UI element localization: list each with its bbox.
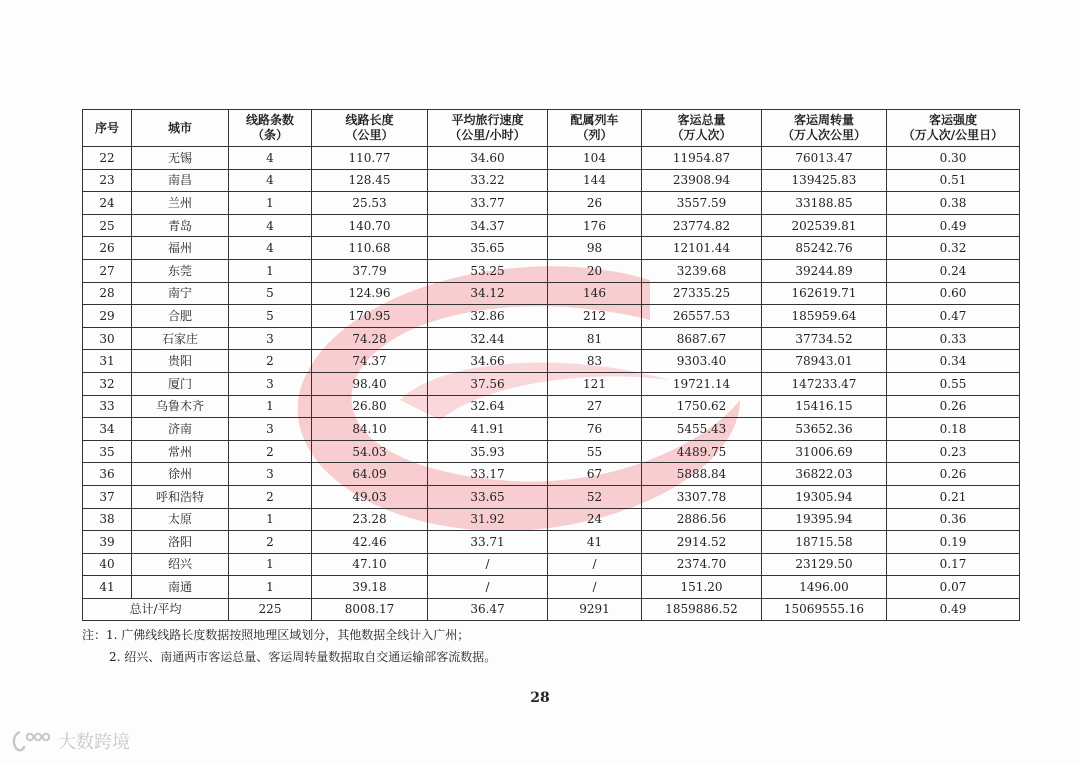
total-cell: 8008.17 bbox=[312, 598, 428, 620]
table-row bbox=[83, 237, 1020, 260]
table-cell: 洛阳 bbox=[132, 531, 229, 554]
column-header-unit: （万人次/公里日） bbox=[902, 128, 1004, 142]
table-cell: 5 bbox=[229, 282, 312, 305]
table-cell: 南宁 bbox=[132, 282, 229, 305]
table-cell: 64.09 bbox=[312, 463, 428, 486]
column-header-unit: （公里/小时） bbox=[449, 128, 526, 142]
table-cell: 39.18 bbox=[312, 576, 428, 599]
table-cell: 54.03 bbox=[312, 440, 428, 463]
column-header bbox=[132, 110, 229, 147]
table-cell: 34 bbox=[83, 418, 132, 441]
table-cell: 144 bbox=[548, 169, 642, 192]
table-cell: 35 bbox=[83, 440, 132, 463]
table-cell: 40 bbox=[83, 553, 132, 576]
table-cell: 41 bbox=[83, 576, 132, 599]
table-cell: 绍兴 bbox=[132, 553, 229, 576]
table-cell: 18715.58 bbox=[762, 531, 887, 554]
column-header bbox=[762, 110, 887, 147]
table-row bbox=[83, 395, 1020, 418]
table-cell: 3239.68 bbox=[642, 259, 762, 282]
table-cell: 0.36 bbox=[887, 508, 1020, 531]
table-row bbox=[83, 192, 1020, 215]
table-cell: 常州 bbox=[132, 440, 229, 463]
table-cell: 185959.64 bbox=[762, 305, 887, 328]
table-cell: 37.79 bbox=[312, 259, 428, 282]
table-row bbox=[83, 259, 1020, 282]
total-label: 总计/平均 bbox=[83, 598, 229, 620]
table-cell: 南通 bbox=[132, 576, 229, 599]
table-cell: 33.22 bbox=[428, 169, 548, 192]
table-row bbox=[83, 147, 1020, 170]
table-cell: 33188.85 bbox=[762, 192, 887, 215]
table-cell: 22 bbox=[83, 147, 132, 170]
table-cell: 福州 bbox=[132, 237, 229, 260]
total-cell: 225 bbox=[229, 598, 312, 620]
column-header bbox=[887, 110, 1020, 147]
table-row bbox=[83, 372, 1020, 395]
table-cell: 53.25 bbox=[428, 259, 548, 282]
table-cell: 0.60 bbox=[887, 282, 1020, 305]
table-cell: 37734.52 bbox=[762, 327, 887, 350]
table-cell: 12101.44 bbox=[642, 237, 762, 260]
table-cell: 15416.15 bbox=[762, 395, 887, 418]
table-cell: 2 bbox=[229, 485, 312, 508]
table-cell: 147233.47 bbox=[762, 372, 887, 395]
table-cell: 25.53 bbox=[312, 192, 428, 215]
page-number: 28 bbox=[530, 690, 550, 706]
table-cell: 151.20 bbox=[642, 576, 762, 599]
table-cell: 110.77 bbox=[312, 147, 428, 170]
table-cell: 1 bbox=[229, 553, 312, 576]
table-cell: 170.95 bbox=[312, 305, 428, 328]
table-cell: 27 bbox=[83, 259, 132, 282]
table-cell: 39 bbox=[83, 531, 132, 554]
table-cell: 28 bbox=[83, 282, 132, 305]
table-cell: 33.17 bbox=[428, 463, 548, 486]
table-cell: 49.03 bbox=[312, 485, 428, 508]
table-cell: 84.10 bbox=[312, 418, 428, 441]
table-body bbox=[83, 147, 1020, 621]
table-cell: 呼和浩特 bbox=[132, 485, 229, 508]
table-cell: 3 bbox=[229, 463, 312, 486]
table-cell: 76013.47 bbox=[762, 147, 887, 170]
table-cell: 26557.53 bbox=[642, 305, 762, 328]
table-cell: 2 bbox=[229, 350, 312, 373]
total-cell: 1859886.52 bbox=[642, 598, 762, 620]
table-cell: 1496.00 bbox=[762, 576, 887, 599]
table-cell: 31006.69 bbox=[762, 440, 887, 463]
table-cell: 4 bbox=[229, 169, 312, 192]
table-cell: 0.26 bbox=[887, 395, 1020, 418]
column-header-unit: （万人次公里） bbox=[781, 128, 866, 142]
table-cell: 0.49 bbox=[887, 214, 1020, 237]
table-cell: 1 bbox=[229, 576, 312, 599]
table-cell: 42.46 bbox=[312, 531, 428, 554]
total-cell: 36.47 bbox=[428, 598, 548, 620]
table-cell: 5 bbox=[229, 305, 312, 328]
table-cell: 83 bbox=[548, 350, 642, 373]
table-cell: 东莞 bbox=[132, 259, 229, 282]
table-cell: 石家庄 bbox=[132, 327, 229, 350]
column-header bbox=[642, 110, 762, 147]
table-cell: 81 bbox=[548, 327, 642, 350]
table-cell: 1 bbox=[229, 192, 312, 215]
table-header-row bbox=[83, 110, 1020, 147]
table-row bbox=[83, 169, 1020, 192]
table-cell: 20 bbox=[548, 259, 642, 282]
table-cell: 1 bbox=[229, 259, 312, 282]
table-cell: 26.80 bbox=[312, 395, 428, 418]
table-cell: 19305.94 bbox=[762, 485, 887, 508]
table-cell: 0.47 bbox=[887, 305, 1020, 328]
column-header-unit: （万人次） bbox=[671, 128, 732, 142]
table-cell: 贵阳 bbox=[132, 350, 229, 373]
table-cell: 78943.01 bbox=[762, 350, 887, 373]
table-cell: 24 bbox=[548, 508, 642, 531]
table-cell: 19395.94 bbox=[762, 508, 887, 531]
table-cell: 2 bbox=[229, 440, 312, 463]
table-cell: 35.65 bbox=[428, 237, 548, 260]
table-cell: 1 bbox=[229, 395, 312, 418]
table-cell: 37 bbox=[83, 485, 132, 508]
table-row bbox=[83, 305, 1020, 328]
table-cell: 1 bbox=[229, 508, 312, 531]
table-cell: 南昌 bbox=[132, 169, 229, 192]
table-row bbox=[83, 508, 1020, 531]
total-row bbox=[83, 598, 1020, 620]
table-cell: 176 bbox=[548, 214, 642, 237]
table-cell: 无锡 bbox=[132, 147, 229, 170]
table-cell: 23774.82 bbox=[642, 214, 762, 237]
table-cell: 0.26 bbox=[887, 463, 1020, 486]
column-header bbox=[548, 110, 642, 147]
total-cell: 0.49 bbox=[887, 598, 1020, 620]
column-header bbox=[229, 110, 312, 147]
table-cell: 39244.89 bbox=[762, 259, 887, 282]
table-cell: 140.70 bbox=[312, 214, 428, 237]
table-cell: 41.91 bbox=[428, 418, 548, 441]
table-cell: 33 bbox=[83, 395, 132, 418]
table-cell: 2886.56 bbox=[642, 508, 762, 531]
table-cell: 26 bbox=[548, 192, 642, 215]
table-cell: 3 bbox=[229, 327, 312, 350]
table-cell: 0.21 bbox=[887, 485, 1020, 508]
table-cell: 52 bbox=[548, 485, 642, 508]
table-row bbox=[83, 440, 1020, 463]
column-header-unit: （公里） bbox=[345, 128, 394, 142]
metro-stats-table bbox=[82, 109, 1020, 621]
column-header-unit: （条） bbox=[251, 128, 288, 142]
table-cell: 36822.03 bbox=[762, 463, 887, 486]
table-row bbox=[83, 576, 1020, 599]
table-cell: 32 bbox=[83, 372, 132, 395]
table-row bbox=[83, 282, 1020, 305]
table-row bbox=[83, 350, 1020, 373]
table-cell: 31 bbox=[83, 350, 132, 373]
table-cell: 3307.78 bbox=[642, 485, 762, 508]
table-cell: / bbox=[548, 553, 642, 576]
table-row bbox=[83, 418, 1020, 441]
column-header bbox=[428, 110, 548, 147]
table-cell: 32.64 bbox=[428, 395, 548, 418]
table-cell: 23129.50 bbox=[762, 553, 887, 576]
column-header-title: 客运周转量 bbox=[793, 113, 854, 127]
table-cell: 76 bbox=[548, 418, 642, 441]
table-cell: 0.34 bbox=[887, 350, 1020, 373]
table-cell: 1750.62 bbox=[642, 395, 762, 418]
table-cell: 乌鲁木齐 bbox=[132, 395, 229, 418]
table-cell: 34.12 bbox=[428, 282, 548, 305]
table-cell: 4 bbox=[229, 147, 312, 170]
table-cell: 0.07 bbox=[887, 576, 1020, 599]
column-header bbox=[312, 110, 428, 147]
table-cell: 124.96 bbox=[312, 282, 428, 305]
table-row bbox=[83, 531, 1020, 554]
table-cell: 0.32 bbox=[887, 237, 1020, 260]
table-cell: 4 bbox=[229, 237, 312, 260]
table-cell: 26 bbox=[83, 237, 132, 260]
column-header-title: 客运强度 bbox=[928, 113, 977, 127]
table-row bbox=[83, 327, 1020, 350]
table-cell: 2374.70 bbox=[642, 553, 762, 576]
column-header-title: 城市 bbox=[167, 120, 192, 135]
table-cell: 85242.76 bbox=[762, 237, 887, 260]
table-cell: 3557.59 bbox=[642, 192, 762, 215]
table-cell: 3 bbox=[229, 372, 312, 395]
table-cell: 2914.52 bbox=[642, 531, 762, 554]
table-cell: 徐州 bbox=[132, 463, 229, 486]
table-cell: 33.65 bbox=[428, 485, 548, 508]
table-cell: 0.18 bbox=[887, 418, 1020, 441]
table-cell: 0.33 bbox=[887, 327, 1020, 350]
table-cell: 27 bbox=[548, 395, 642, 418]
brand-logo-icon bbox=[12, 728, 52, 754]
table-cell: 55 bbox=[548, 440, 642, 463]
table-cell: 74.37 bbox=[312, 350, 428, 373]
table-cell: 23 bbox=[83, 169, 132, 192]
table-cell: 0.19 bbox=[887, 531, 1020, 554]
table-cell: 济南 bbox=[132, 418, 229, 441]
column-header-title: 序号 bbox=[94, 120, 119, 135]
table-cell: 太原 bbox=[132, 508, 229, 531]
table-cell: 青岛 bbox=[132, 214, 229, 237]
table-cell: 33.77 bbox=[428, 192, 548, 215]
table-cell: 34.37 bbox=[428, 214, 548, 237]
table-cell: 5455.43 bbox=[642, 418, 762, 441]
table-cell: 4 bbox=[229, 214, 312, 237]
table-cell: 11954.87 bbox=[642, 147, 762, 170]
column-header-unit: （列） bbox=[576, 128, 613, 142]
table-row bbox=[83, 553, 1020, 576]
column-header-title: 线路条数 bbox=[245, 113, 294, 127]
table-row bbox=[83, 485, 1020, 508]
table-row bbox=[83, 463, 1020, 486]
table-cell: 53652.36 bbox=[762, 418, 887, 441]
table-cell: 110.68 bbox=[312, 237, 428, 260]
column-header-title: 配属列车 bbox=[570, 113, 619, 127]
footnote-2: 2. 绍兴、南通两市客运总量、客运周转量数据取自交通运输部客流数据。 bbox=[109, 650, 497, 664]
table-cell: 128.45 bbox=[312, 169, 428, 192]
table-cell: 兰州 bbox=[132, 192, 229, 215]
column-header-title: 线路长度 bbox=[345, 113, 394, 127]
table-cell: / bbox=[548, 576, 642, 599]
table-cell: 25 bbox=[83, 214, 132, 237]
table-cell: 29 bbox=[83, 305, 132, 328]
table-cell: 37.56 bbox=[428, 372, 548, 395]
table-cell: 0.55 bbox=[887, 372, 1020, 395]
table-cell: 34.66 bbox=[428, 350, 548, 373]
table-cell: 212 bbox=[548, 305, 642, 328]
table-cell: 36 bbox=[83, 463, 132, 486]
table-cell: 8687.67 bbox=[642, 327, 762, 350]
table-cell: 32.86 bbox=[428, 305, 548, 328]
table-cell: 合肥 bbox=[132, 305, 229, 328]
table-cell: 146 bbox=[548, 282, 642, 305]
table-cell: 67 bbox=[548, 463, 642, 486]
total-cell: 9291 bbox=[548, 598, 642, 620]
table-cell: 31.92 bbox=[428, 508, 548, 531]
table-cell: 32.44 bbox=[428, 327, 548, 350]
table-cell: 0.23 bbox=[887, 440, 1020, 463]
column-header bbox=[83, 110, 132, 147]
table-cell: 35.93 bbox=[428, 440, 548, 463]
table-row bbox=[83, 214, 1020, 237]
table-cell: 0.51 bbox=[887, 169, 1020, 192]
table-cell: 4489.75 bbox=[642, 440, 762, 463]
table-cell: 34.60 bbox=[428, 147, 548, 170]
table-cell: 23908.94 bbox=[642, 169, 762, 192]
table-cell: 74.28 bbox=[312, 327, 428, 350]
table-cell: 23.28 bbox=[312, 508, 428, 531]
table-cell: 121 bbox=[548, 372, 642, 395]
total-cell: 15069555.16 bbox=[762, 598, 887, 620]
table-cell: 41 bbox=[548, 531, 642, 554]
table-cell: 0.38 bbox=[887, 192, 1020, 215]
table-cell: 0.30 bbox=[887, 147, 1020, 170]
brand-watermark bbox=[12, 728, 130, 754]
table-cell: / bbox=[428, 553, 548, 576]
table-cell: 47.10 bbox=[312, 553, 428, 576]
table-cell: 38 bbox=[83, 508, 132, 531]
table-cell: 19721.14 bbox=[642, 372, 762, 395]
table-cell: 0.24 bbox=[887, 259, 1020, 282]
footnotes bbox=[82, 624, 496, 668]
table-cell: 30 bbox=[83, 327, 132, 350]
brand-name: 大数跨境 bbox=[58, 732, 130, 753]
table-cell: 202539.81 bbox=[762, 214, 887, 237]
table-cell: 厦门 bbox=[132, 372, 229, 395]
table-cell: 24 bbox=[83, 192, 132, 215]
table-cell: 3 bbox=[229, 418, 312, 441]
table-cell: 98.40 bbox=[312, 372, 428, 395]
table-cell: 104 bbox=[548, 147, 642, 170]
table-cell: / bbox=[428, 576, 548, 599]
table-cell: 139425.83 bbox=[762, 169, 887, 192]
table-cell: 0.17 bbox=[887, 553, 1020, 576]
table-cell: 5888.84 bbox=[642, 463, 762, 486]
table-cell: 2 bbox=[229, 531, 312, 554]
column-header-title: 平均旅行速度 bbox=[451, 113, 524, 127]
footnote-1: 注：1. 广佛线线路长度数据按照地理区域划分，其他数据全线计入广州； bbox=[82, 628, 470, 642]
table-cell: 33.71 bbox=[428, 531, 548, 554]
table-cell: 9303.40 bbox=[642, 350, 762, 373]
column-header-title: 客运总量 bbox=[677, 113, 726, 127]
table-cell: 98 bbox=[548, 237, 642, 260]
table-cell: 162619.71 bbox=[762, 282, 887, 305]
table-cell: 27335.25 bbox=[642, 282, 762, 305]
